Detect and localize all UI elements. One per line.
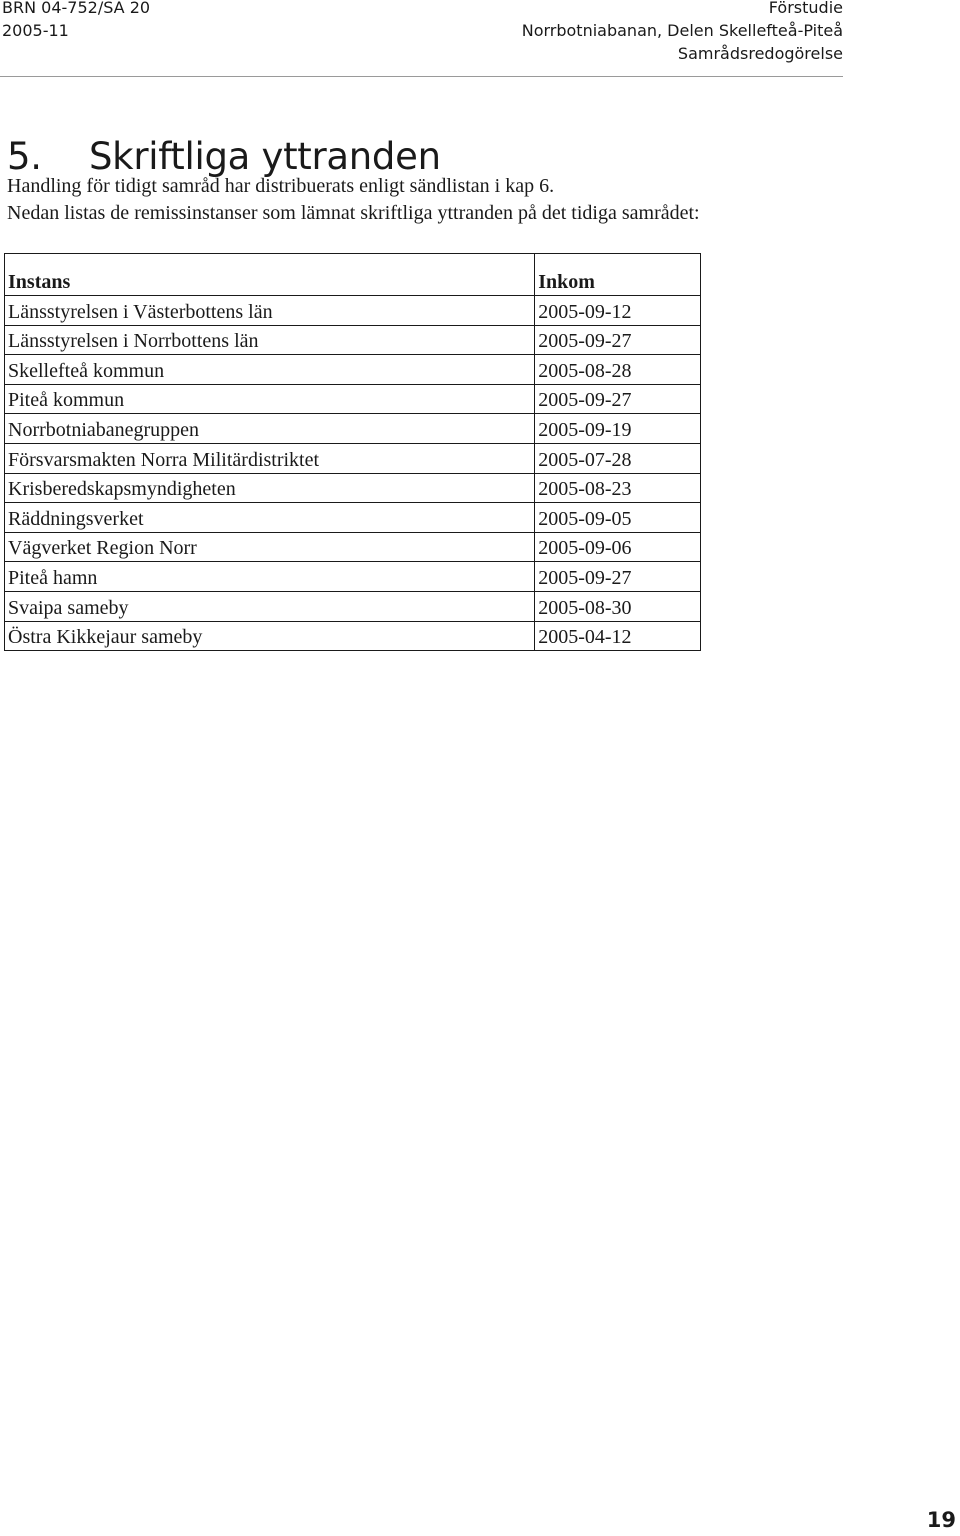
instans-cell: Räddningsverket [5, 503, 535, 533]
table-row [5, 532, 701, 562]
document-date: 2005-11 [2, 21, 69, 40]
table-row [5, 503, 701, 533]
instans-cell: Länsstyrelsen i Västerbottens län [5, 296, 535, 326]
inkom-cell: 2005-09-05 [535, 503, 701, 533]
inkom-cell: 2005-09-06 [535, 532, 701, 562]
table-row [5, 384, 701, 414]
table-header-row [5, 254, 701, 296]
table-row [5, 414, 701, 444]
inkom-cell: 2005-08-30 [535, 591, 701, 621]
instans-cell: Piteå kommun [5, 384, 535, 414]
table-row [5, 473, 701, 503]
inkom-cell: 2005-08-28 [535, 355, 701, 385]
instans-cell: Krisberedskapsmyndigheten [5, 473, 535, 503]
intro-paragraph [7, 173, 700, 227]
inkom-cell: 2005-09-19 [535, 414, 701, 444]
instans-cell: Länsstyrelsen i Norrbottens län [5, 325, 535, 355]
instans-cell: Svaipa sameby [5, 591, 535, 621]
document-type: Förstudie [768, 0, 843, 17]
instans-cell: Vägverket Region Norr [5, 532, 535, 562]
instans-cell: Skellefteå kommun [5, 355, 535, 385]
instans-cell: Norrbotniabanegruppen [5, 414, 535, 444]
inkom-cell: 2005-08-23 [535, 473, 701, 503]
inkom-cell: 2005-07-28 [535, 443, 701, 473]
instans-cell: Östra Kikkejaur sameby [5, 621, 535, 651]
table-row [5, 325, 701, 355]
table-row [5, 296, 701, 326]
column-header-instans: Instans [5, 254, 535, 296]
remiss-table [4, 253, 701, 651]
inkom-cell: 2005-09-27 [535, 325, 701, 355]
table-row [5, 443, 701, 473]
header-divider [0, 76, 843, 77]
inkom-cell: 2005-04-12 [535, 621, 701, 651]
page-number: 19 [926, 1508, 956, 1532]
column-header-inkom: Inkom [535, 254, 701, 296]
table-row [5, 355, 701, 385]
table-row [5, 591, 701, 621]
intro-line-1: Handling för tidigt samråd har distribuerats enligt sändlistan i kap 6. [7, 175, 555, 197]
inkom-cell: 2005-09-12 [535, 296, 701, 326]
inkom-cell: 2005-09-27 [535, 384, 701, 414]
intro-line-2: Nedan listas de remissinstanser som lämnat skriftliga yttranden på det tidiga samrådet: [7, 202, 700, 224]
table-row [5, 621, 701, 651]
header-right [522, 0, 843, 65]
section-number: 5. [7, 134, 42, 178]
section-title: Skriftliga yttranden [89, 134, 441, 178]
report-name: Samrådsredogörelse [677, 44, 843, 63]
project-name: Norrbotniabanan, Delen Skellefteå-Piteå [521, 21, 843, 40]
document-number: BRN 04-752/SA 20 [2, 0, 151, 17]
instans-cell: Piteå hamn [5, 562, 535, 592]
inkom-cell: 2005-09-27 [535, 562, 701, 592]
header-left [2, 0, 150, 42]
table-row [5, 562, 701, 592]
instans-cell: Försvarsmakten Norra Militärdistriktet [5, 443, 535, 473]
